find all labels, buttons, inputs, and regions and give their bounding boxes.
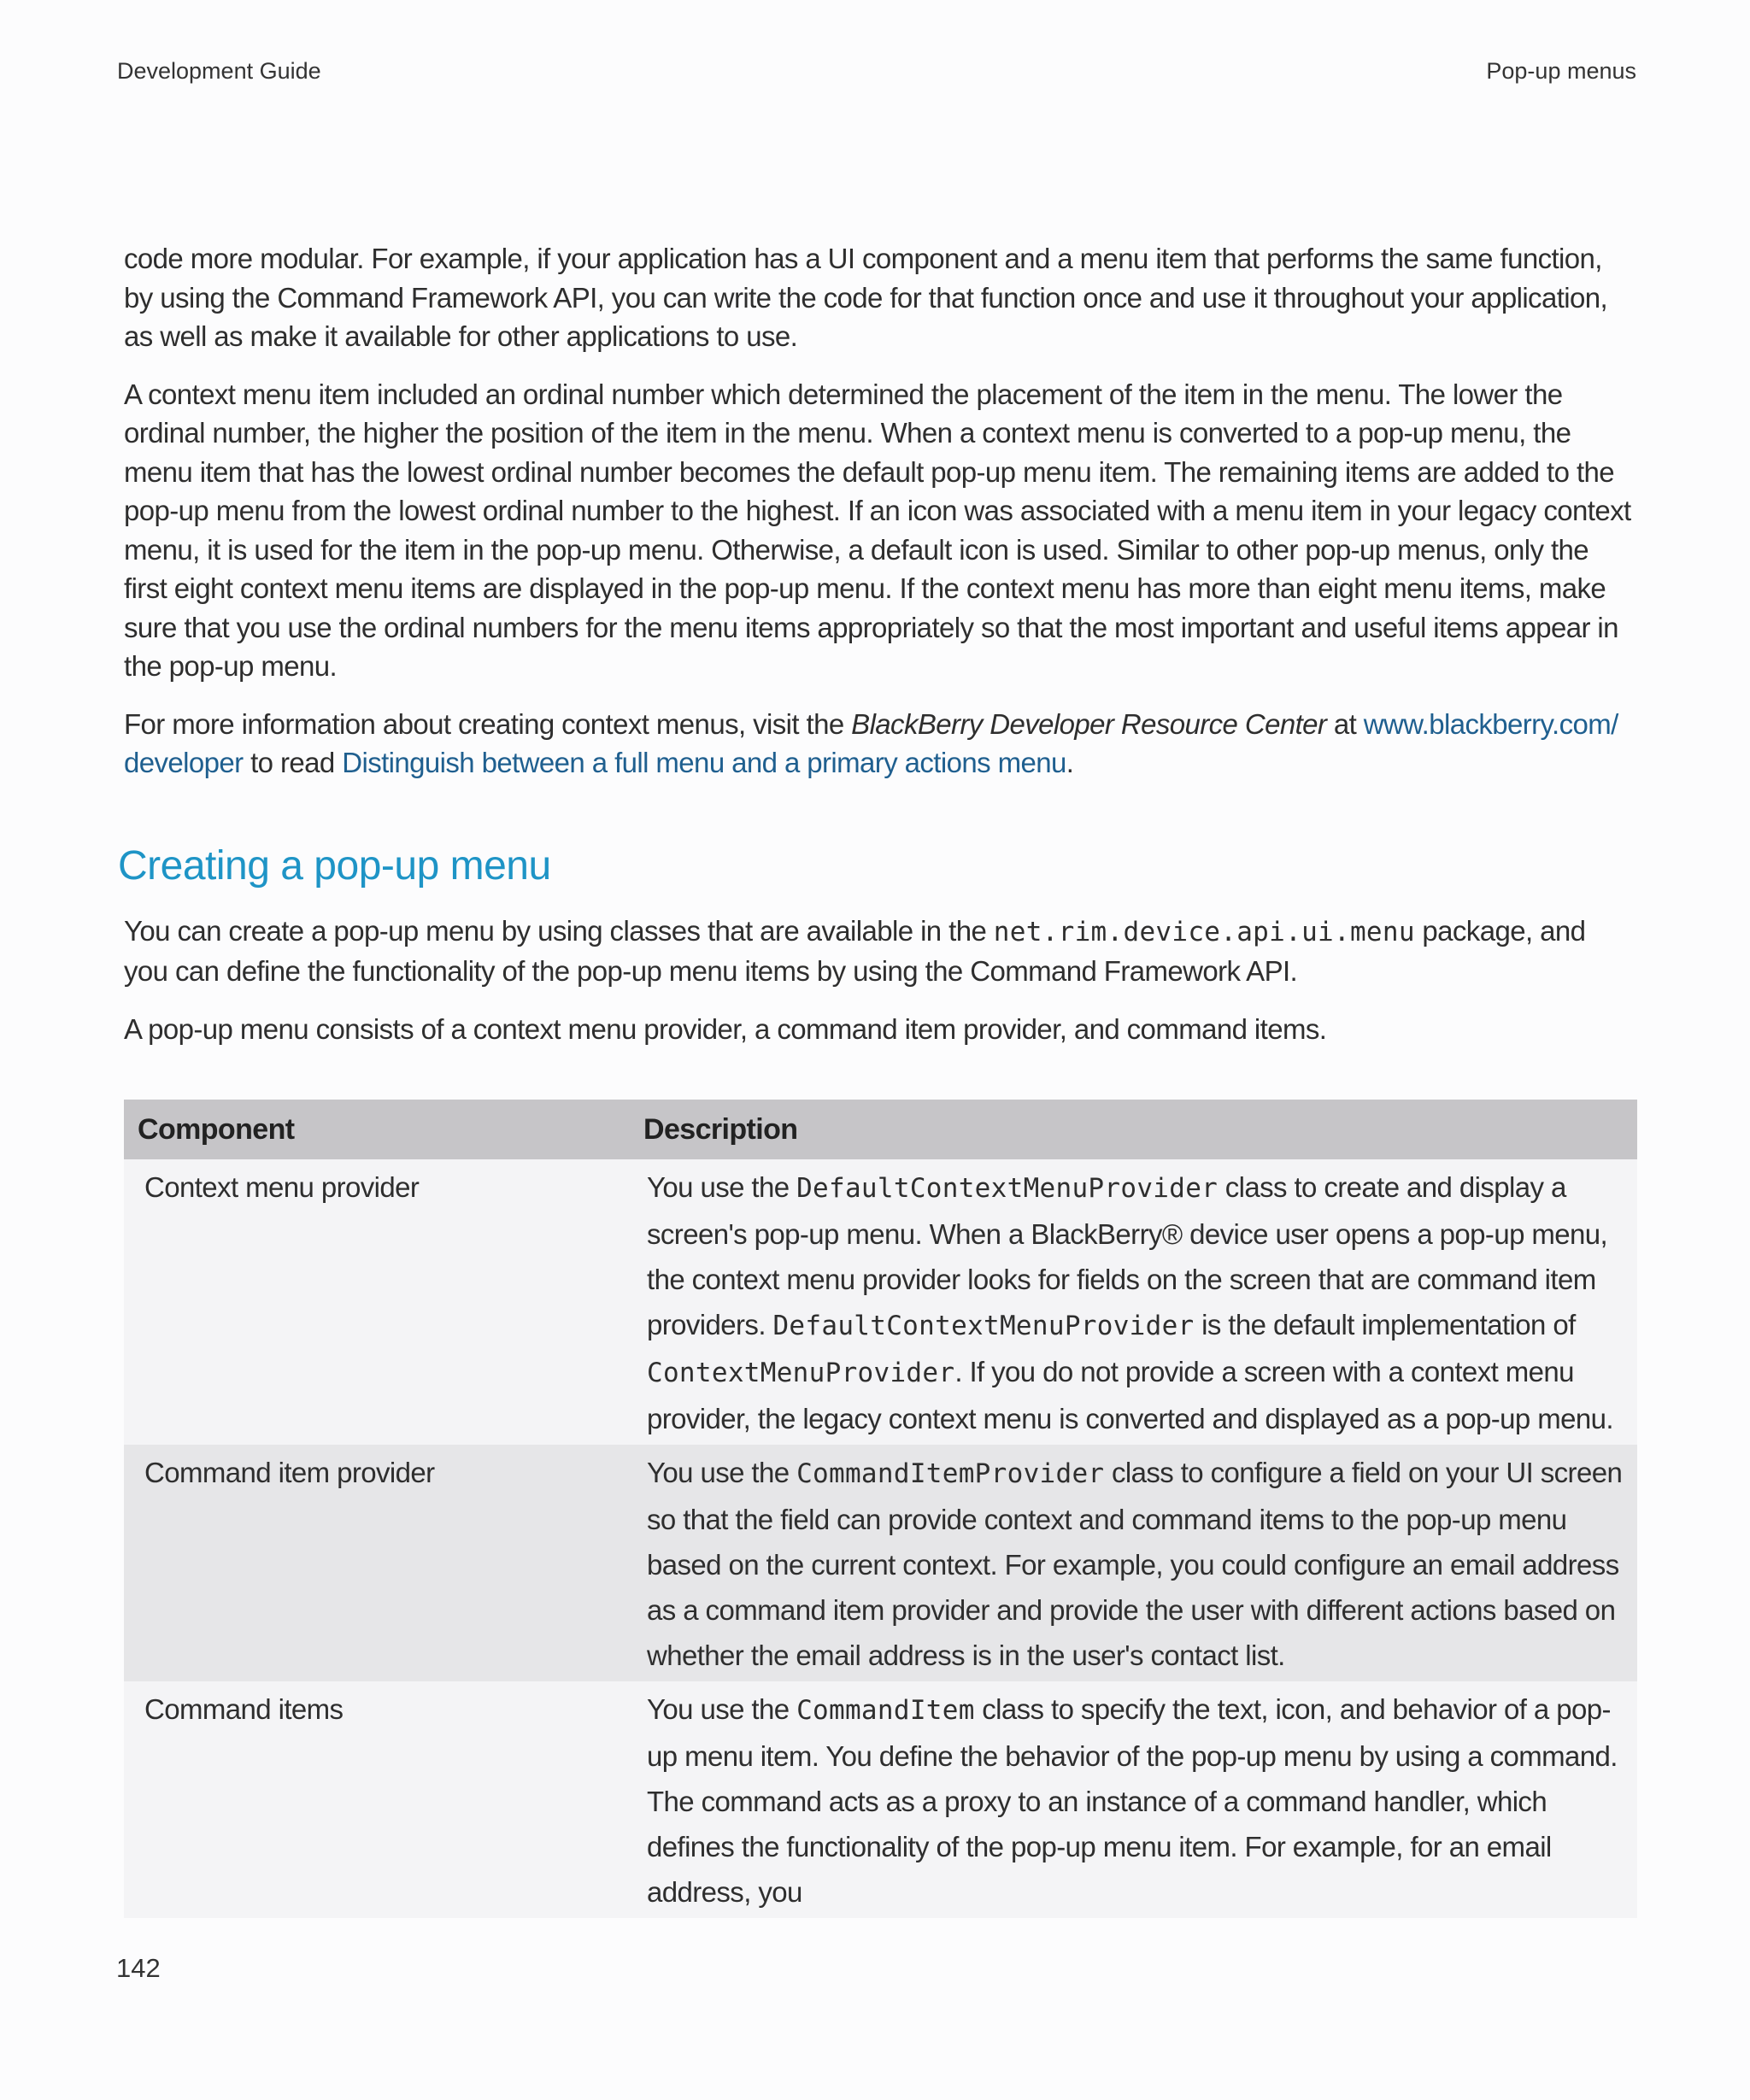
- description-cell: [630, 1159, 1637, 1445]
- more-info-to-read: to read: [243, 747, 343, 778]
- desc-text: . If you do not provide a screen with a context menu provider, the legacy context menu is converted and displayed as a pop-up menu.: [647, 1356, 1613, 1434]
- blackberry-developer-link[interactable]: www.blackberry.com/ developer: [124, 707, 1618, 778]
- header-chapter-title: Pop-up menus: [1486, 58, 1636, 84]
- page-content: [118, 239, 1636, 1918]
- component-cell: Command items: [124, 1681, 630, 1918]
- column-header-description: Description: [630, 1100, 1637, 1159]
- desc-text: You use the: [647, 1693, 797, 1725]
- create-popup-text: You can create a pop-up menu by using classes that are available in the: [124, 914, 994, 947]
- paragraph-modular: code more modular. For example, if your application has a UI component and a menu item that performs the same function, by using the Command Framework API, you can write the code for that function once and use it throughout your application, as well as make it available for other applications to use.: [124, 243, 1608, 352]
- desc-text: is the default implementation of: [1194, 1309, 1576, 1340]
- desc-text: You use the: [647, 1457, 797, 1488]
- class-name-code: DefaultContextMenuProvider: [796, 1173, 1219, 1204]
- header-doc-title: Development Guide: [117, 58, 321, 84]
- table-row: [124, 1445, 1637, 1681]
- resource-center-name: BlackBerry Developer Resource Center: [851, 707, 1327, 740]
- more-info-text: For more information about creating context menus, visit the: [124, 707, 852, 740]
- paragraph-create-popup: [124, 912, 1636, 991]
- class-name-code: CommandItem: [796, 1695, 975, 1726]
- paragraph-ordinal: A context menu item included an ordinal number which determined the placement of the item in the menu. The lower the ordinal number, the higher the position of the item in the menu. When a context menu is converted to a pop-up menu, the menu item that has the lowest ordinal number becomes the default pop-up menu item. The remaining items are added to the pop-up menu from the lowest ordinal number to the highest. If an icon was associated with a menu item in your legacy context menu, it is used for the item in the pop-up menu. Otherwise, a default icon is used. Similar to other pop-up menus, only the first eight context menu items are displayed in the pop-up menu. If the context menu has more than eight menu items, make sure that you use the ordinal numbers for the menu items appropriately so that the most important and useful items appear in the pop-up menu.: [124, 378, 1631, 682]
- create-popup-text-after: package, and you can define the functionality of the pop-up menu items by using the Command Framework API.: [124, 914, 1586, 987]
- more-info-end: .: [1066, 747, 1074, 778]
- column-header-component: Component: [124, 1100, 630, 1159]
- more-info-at: at: [1326, 707, 1364, 740]
- component-cell: Command item provider: [124, 1445, 630, 1681]
- class-name-code: DefaultContextMenuProvider: [772, 1311, 1195, 1341]
- class-name-code: CommandItemProvider: [796, 1458, 1105, 1489]
- section-title: Creating a pop-up menu: [118, 842, 551, 889]
- desc-text: class to specify the text, icon, and behavior of a pop-up menu item. You define the behavior of the pop-up menu by using a command. The command acts as a proxy to an instance of a command handler, which defines the functionality of the pop-up menu item. For example, for an email address, you: [647, 1693, 1618, 1908]
- description-cell: [630, 1681, 1637, 1918]
- desc-text: You use the: [647, 1171, 797, 1203]
- class-name-code: ContextMenuProvider: [647, 1358, 955, 1388]
- desc-text: class to configure a field on your UI screen so that the field can provide context and command items to the pop-up menu based on the current context. For example, you could configure an email address as a command item provider and provide the user with different actions based on whether the email address is in the user's contact list.: [647, 1457, 1623, 1671]
- package-name-code: net.rim.device.api.ui.menu: [993, 916, 1415, 947]
- components-table: [124, 1100, 1637, 1918]
- table-header-row: [124, 1100, 1637, 1159]
- desc-text: class to create and display a screen's pop-up menu. When a BlackBerry® device user opens a pop-up menu, the context menu provider looks for fields on the screen that are command item providers.: [647, 1171, 1608, 1340]
- distinguish-menus-link[interactable]: Distinguish between a full menu and a primary actions menu: [342, 747, 1066, 778]
- page-number: 142: [116, 1953, 161, 1983]
- paragraph-more-info: [124, 705, 1636, 783]
- running-header: [117, 58, 1636, 85]
- table-row: [124, 1681, 1637, 1918]
- table-row: [124, 1159, 1637, 1445]
- description-cell: [630, 1445, 1637, 1681]
- paragraph-popup-consists: A pop-up menu consists of a context menu provider, a command item provider, and command items.: [124, 1012, 1327, 1045]
- component-cell: Context menu provider: [124, 1159, 630, 1445]
